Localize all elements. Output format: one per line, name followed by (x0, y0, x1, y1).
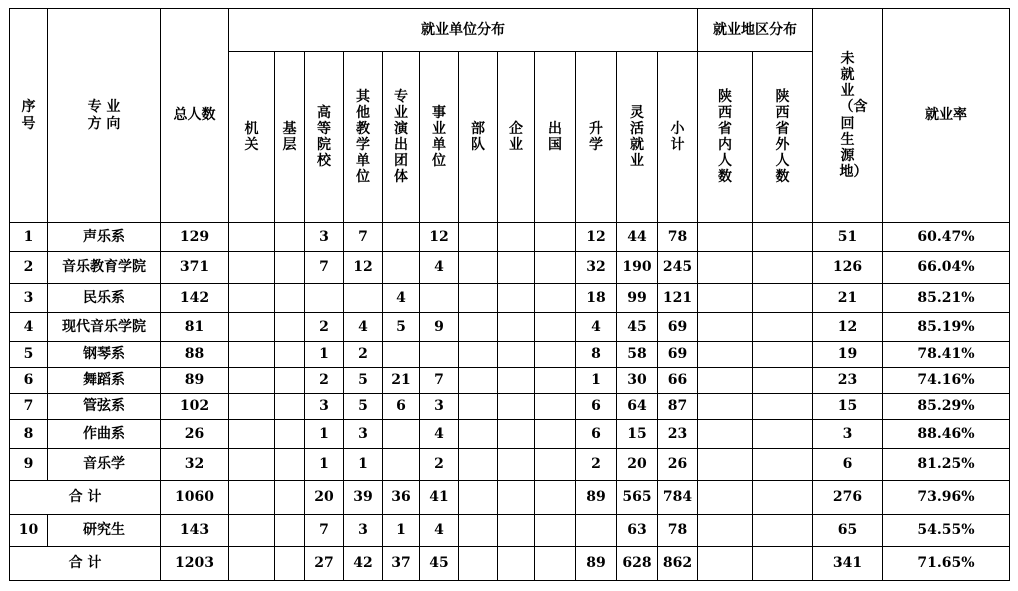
unit-count-cell (459, 394, 498, 420)
unit-count-cell: 8 (576, 342, 617, 368)
unit-header: 机关 (229, 52, 275, 223)
unit-count-cell (229, 420, 275, 449)
unit-count-cell (535, 449, 576, 481)
table-row (10, 515, 1010, 547)
unit-count-cell: 42 (344, 547, 383, 581)
out-province-cell (753, 420, 813, 449)
unit-count-cell (459, 515, 498, 547)
total-cell: 143 (161, 515, 229, 547)
unit-distribution-header: 就业单位分布 (229, 9, 698, 52)
total-cell: 102 (161, 394, 229, 420)
total-cell: 142 (161, 284, 229, 313)
unit-count-cell: 36 (383, 481, 420, 515)
unit-count-cell: 7 (344, 223, 383, 252)
unit-count-cell (535, 368, 576, 394)
in-province-cell (698, 547, 753, 581)
unit-count-cell (535, 252, 576, 284)
major-cell: 民乐系 (48, 284, 161, 313)
unit-count-cell (535, 342, 576, 368)
unit-count-cell: 190 (617, 252, 658, 284)
unit-count-cell (229, 313, 275, 342)
major-header: 专 业 方 向 (48, 9, 161, 223)
unit-count-cell: 2 (305, 368, 344, 394)
unit-header: 事业单位 (420, 52, 459, 223)
total-label-cell: 合 计 (10, 481, 161, 515)
unit-count-cell (229, 394, 275, 420)
rate-cell: 73.96% (883, 481, 1010, 515)
rate-cell: 85.29% (883, 394, 1010, 420)
unit-count-cell (459, 420, 498, 449)
table-row (10, 449, 1010, 481)
unemployed-cell: 341 (813, 547, 883, 581)
out-province-cell (753, 284, 813, 313)
unit-count-cell: 64 (617, 394, 658, 420)
unit-count-cell (459, 481, 498, 515)
unit-count-cell: 12 (420, 223, 459, 252)
unemployed-cell: 12 (813, 313, 883, 342)
unit-count-cell: 1 (305, 342, 344, 368)
unit-count-cell: 15 (617, 420, 658, 449)
unemployed-cell: 3 (813, 420, 883, 449)
unit-count-cell (498, 394, 535, 420)
unemployed-cell: 19 (813, 342, 883, 368)
unit-count-cell (229, 284, 275, 313)
unit-count-cell (498, 313, 535, 342)
unit-count-cell: 89 (576, 481, 617, 515)
seq-cell: 6 (10, 368, 48, 394)
seq-cell: 8 (10, 420, 48, 449)
unit-count-cell (535, 394, 576, 420)
out-province-cell (753, 223, 813, 252)
table-row (10, 420, 1010, 449)
major-cell: 声乐系 (48, 223, 161, 252)
unit-count-cell: 58 (617, 342, 658, 368)
unit-count-cell: 2 (576, 449, 617, 481)
unit-count-cell (498, 368, 535, 394)
rate-cell: 74.16% (883, 368, 1010, 394)
unit-count-cell: 27 (305, 547, 344, 581)
unit-count-cell: 78 (658, 223, 698, 252)
unit-count-cell (275, 515, 305, 547)
unit-count-cell: 87 (658, 394, 698, 420)
unit-count-cell: 21 (383, 368, 420, 394)
unit-count-cell (275, 547, 305, 581)
rate-cell: 85.19% (883, 313, 1010, 342)
unit-count-cell (275, 342, 305, 368)
total-cell: 89 (161, 368, 229, 394)
unit-count-cell (498, 420, 535, 449)
unit-count-cell: 45 (617, 313, 658, 342)
unit-count-cell (535, 515, 576, 547)
unit-count-cell: 6 (576, 394, 617, 420)
seq-header: 序号 (10, 9, 48, 223)
unit-count-cell: 5 (344, 368, 383, 394)
unit-count-cell (229, 449, 275, 481)
out-province-cell (753, 449, 813, 481)
rate-cell: 85.21% (883, 284, 1010, 313)
unit-count-cell (535, 547, 576, 581)
unit-count-cell (275, 284, 305, 313)
unit-count-cell: 20 (305, 481, 344, 515)
unit-count-cell: 4 (576, 313, 617, 342)
unit-count-cell: 2 (344, 342, 383, 368)
unit-count-cell (498, 449, 535, 481)
unit-count-cell (498, 481, 535, 515)
rate-cell: 54.55% (883, 515, 1010, 547)
unit-count-cell (383, 252, 420, 284)
unit-count-cell: 245 (658, 252, 698, 284)
total-cell: 81 (161, 313, 229, 342)
unemployed-cell: 65 (813, 515, 883, 547)
unit-count-cell: 63 (617, 515, 658, 547)
in-province-cell (698, 342, 753, 368)
table-row (10, 313, 1010, 342)
unit-count-cell (576, 515, 617, 547)
unit-count-cell (229, 547, 275, 581)
seq-cell: 1 (10, 223, 48, 252)
out-province-cell (753, 252, 813, 284)
major-cell: 管弦系 (48, 394, 161, 420)
major-cell: 现代音乐学院 (48, 313, 161, 342)
unit-count-cell (229, 515, 275, 547)
unit-count-cell: 18 (576, 284, 617, 313)
unit-count-cell (459, 223, 498, 252)
unit-count-cell (498, 284, 535, 313)
unemployed-cell: 51 (813, 223, 883, 252)
unit-header: 出国 (535, 52, 576, 223)
unit-count-cell (535, 313, 576, 342)
unit-count-cell: 23 (658, 420, 698, 449)
total-header: 总人数 (161, 9, 229, 223)
rate-cell: 60.47% (883, 223, 1010, 252)
unit-count-cell (535, 481, 576, 515)
unit-header: 部队 (459, 52, 498, 223)
unemployed-header: 未就业（含回生源地） (813, 9, 883, 223)
unemployed-cell: 6 (813, 449, 883, 481)
unit-header: 基层 (275, 52, 305, 223)
unit-count-cell: 1 (305, 449, 344, 481)
unit-count-cell (229, 223, 275, 252)
major-cell: 音乐学 (48, 449, 161, 481)
grand-total-row (10, 547, 1010, 581)
total-cell: 1203 (161, 547, 229, 581)
in-province-cell (698, 515, 753, 547)
major-cell: 钢琴系 (48, 342, 161, 368)
out-province-cell (753, 368, 813, 394)
unemployed-cell: 23 (813, 368, 883, 394)
rate-cell: 66.04% (883, 252, 1010, 284)
rate-cell: 71.65% (883, 547, 1010, 581)
unit-count-cell (229, 481, 275, 515)
unit-count-cell: 66 (658, 368, 698, 394)
total-cell: 371 (161, 252, 229, 284)
in-province-cell (698, 449, 753, 481)
out-province-cell (753, 342, 813, 368)
unit-count-cell (498, 223, 535, 252)
region-header: 陕西省外人数 (753, 52, 813, 223)
subtotal-row (10, 481, 1010, 515)
in-province-cell (698, 223, 753, 252)
unit-count-cell: 784 (658, 481, 698, 515)
unit-count-cell: 2 (420, 449, 459, 481)
unit-count-cell: 26 (658, 449, 698, 481)
in-province-cell (698, 368, 753, 394)
total-cell: 32 (161, 449, 229, 481)
unit-count-cell: 12 (344, 252, 383, 284)
unit-count-cell: 121 (658, 284, 698, 313)
major-cell: 音乐教育学院 (48, 252, 161, 284)
rate-cell: 78.41% (883, 342, 1010, 368)
unit-count-cell (459, 368, 498, 394)
seq-cell: 4 (10, 313, 48, 342)
unit-count-cell: 5 (344, 394, 383, 420)
seq-cell: 5 (10, 342, 48, 368)
seq-cell: 2 (10, 252, 48, 284)
unit-header: 专业演出团体 (383, 52, 420, 223)
unit-count-cell: 30 (617, 368, 658, 394)
unit-count-cell: 6 (576, 420, 617, 449)
unit-count-cell: 45 (420, 547, 459, 581)
unit-count-cell (229, 252, 275, 284)
unit-count-cell: 565 (617, 481, 658, 515)
unit-count-cell (344, 284, 383, 313)
in-province-cell (698, 420, 753, 449)
unit-count-cell: 628 (617, 547, 658, 581)
unit-count-cell (275, 368, 305, 394)
unit-count-cell: 3 (305, 223, 344, 252)
unit-count-cell (275, 252, 305, 284)
total-cell: 26 (161, 420, 229, 449)
unit-count-cell: 1 (383, 515, 420, 547)
unit-count-cell: 44 (617, 223, 658, 252)
unit-count-cell: 20 (617, 449, 658, 481)
unit-count-cell: 69 (658, 342, 698, 368)
total-cell: 88 (161, 342, 229, 368)
unit-count-cell (275, 394, 305, 420)
unit-count-cell: 7 (420, 368, 459, 394)
seq-cell: 9 (10, 449, 48, 481)
unit-count-cell: 2 (305, 313, 344, 342)
unit-count-cell (459, 342, 498, 368)
unit-count-cell (275, 481, 305, 515)
unit-count-cell: 3 (420, 394, 459, 420)
unemployed-cell: 276 (813, 481, 883, 515)
unit-header: 灵活就业 (617, 52, 658, 223)
major-cell: 作曲系 (48, 420, 161, 449)
unit-count-cell: 89 (576, 547, 617, 581)
out-province-cell (753, 394, 813, 420)
unit-count-cell (383, 420, 420, 449)
out-province-cell (753, 481, 813, 515)
unit-count-cell: 3 (305, 394, 344, 420)
in-province-cell (698, 394, 753, 420)
unit-count-cell: 862 (658, 547, 698, 581)
unit-count-cell (229, 368, 275, 394)
unit-count-cell: 4 (383, 284, 420, 313)
unit-count-cell (459, 313, 498, 342)
unit-header: 高等院校 (305, 52, 344, 223)
unit-count-cell (305, 284, 344, 313)
total-cell: 1060 (161, 481, 229, 515)
unit-count-cell: 4 (420, 515, 459, 547)
unit-count-cell: 3 (344, 420, 383, 449)
unit-count-cell: 9 (420, 313, 459, 342)
unit-count-cell: 1 (305, 420, 344, 449)
unit-count-cell (535, 223, 576, 252)
unit-count-cell (459, 547, 498, 581)
unit-count-cell (420, 284, 459, 313)
unit-count-cell: 7 (305, 515, 344, 547)
unit-count-cell: 39 (344, 481, 383, 515)
unit-count-cell: 5 (383, 313, 420, 342)
unit-count-cell: 37 (383, 547, 420, 581)
major-cell: 研究生 (48, 515, 161, 547)
unit-count-cell: 4 (420, 252, 459, 284)
unit-count-cell (275, 449, 305, 481)
in-province-cell (698, 252, 753, 284)
region-distribution-header: 就业地区分布 (698, 9, 813, 52)
out-province-cell (753, 313, 813, 342)
seq-cell: 10 (10, 515, 48, 547)
unit-count-cell: 69 (658, 313, 698, 342)
seq-cell: 7 (10, 394, 48, 420)
unit-count-cell (535, 420, 576, 449)
major-cell: 舞蹈系 (48, 368, 161, 394)
table-row (10, 394, 1010, 420)
unit-count-cell (383, 342, 420, 368)
unit-count-cell (498, 547, 535, 581)
unit-count-cell: 6 (383, 394, 420, 420)
unit-count-cell: 1 (576, 368, 617, 394)
unemployed-cell: 15 (813, 394, 883, 420)
unit-count-cell: 7 (305, 252, 344, 284)
region-header: 陕西省内人数 (698, 52, 753, 223)
table-row (10, 252, 1010, 284)
unemployed-cell: 21 (813, 284, 883, 313)
unemployed-cell: 126 (813, 252, 883, 284)
table-row (10, 284, 1010, 313)
unit-header: 企业 (498, 52, 535, 223)
unit-count-cell (459, 284, 498, 313)
unit-count-cell: 12 (576, 223, 617, 252)
unit-count-cell (383, 223, 420, 252)
rate-header: 就业率 (883, 9, 1010, 223)
rate-cell: 81.25% (883, 449, 1010, 481)
unit-count-cell: 41 (420, 481, 459, 515)
employment-table (9, 8, 1010, 581)
table-row (10, 342, 1010, 368)
rate-cell: 88.46% (883, 420, 1010, 449)
table-row (10, 368, 1010, 394)
unit-header: 小计 (658, 52, 698, 223)
unit-count-cell (459, 449, 498, 481)
unit-count-cell: 78 (658, 515, 698, 547)
total-cell: 129 (161, 223, 229, 252)
seq-cell: 3 (10, 284, 48, 313)
unit-count-cell: 32 (576, 252, 617, 284)
in-province-cell (698, 284, 753, 313)
unit-count-cell (498, 342, 535, 368)
table-row (10, 223, 1010, 252)
total-label-cell: 合 计 (10, 547, 161, 581)
unit-count-cell (420, 342, 459, 368)
unit-count-cell (535, 284, 576, 313)
unit-count-cell: 4 (420, 420, 459, 449)
unit-count-cell (275, 420, 305, 449)
unit-count-cell: 1 (344, 449, 383, 481)
unit-count-cell (498, 252, 535, 284)
unit-count-cell (498, 515, 535, 547)
unit-count-cell (383, 449, 420, 481)
unit-count-cell: 4 (344, 313, 383, 342)
unit-count-cell: 99 (617, 284, 658, 313)
unit-header: 升学 (576, 52, 617, 223)
unit-count-cell (275, 313, 305, 342)
unit-header: 其他教学单位 (344, 52, 383, 223)
unit-count-cell (459, 252, 498, 284)
unit-count-cell (275, 223, 305, 252)
unit-count-cell (229, 342, 275, 368)
in-province-cell (698, 313, 753, 342)
out-province-cell (753, 547, 813, 581)
out-province-cell (753, 515, 813, 547)
in-province-cell (698, 481, 753, 515)
unit-count-cell: 3 (344, 515, 383, 547)
